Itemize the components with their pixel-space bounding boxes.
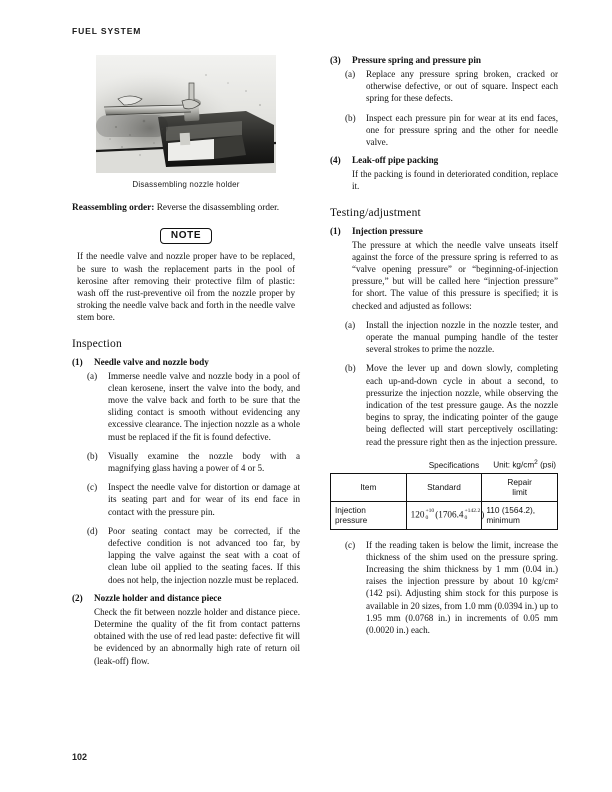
item-letter: (b) — [345, 363, 356, 374]
list-item — [330, 68, 558, 105]
item-letter: (b) — [87, 450, 98, 461]
repair-line2: minimum — [486, 515, 520, 526]
note-badge-holder — [72, 225, 300, 244]
item-letter: (b) — [345, 112, 356, 123]
spec-caption-label: Specifications — [428, 460, 480, 470]
repair-header-line1: Repair — [507, 476, 532, 487]
spec-unit-label — [493, 459, 556, 470]
std-tolerance-1-upper: +10 — [425, 508, 435, 515]
section-heading-3 — [330, 55, 558, 65]
injection-pressure-paragraph: The pressure at which the needle valve unseats itself against the force of the pressure spring is referred to as “valve opening pressure” or “beginning-of-injection pressure,” but will be called here “injection pressure” for short. The value of this pressure is specified; it is checked and adjusted as follows: — [352, 239, 558, 311]
section-paragraph: If the packing is found in deteriorated condition, replace it. — [352, 169, 558, 192]
section-number: (1) — [72, 356, 83, 367]
list-item — [72, 370, 300, 443]
item-letter: (a) — [345, 319, 356, 330]
std-paren-open: (1706.4 — [435, 509, 464, 520]
reassembling-order-line — [72, 202, 300, 214]
cell-item-line1: Injection — [335, 504, 366, 515]
item-letter: (d) — [87, 525, 98, 536]
column-header-repair-limit — [482, 473, 558, 501]
table-row — [331, 501, 558, 529]
section-number: (3) — [330, 55, 341, 65]
item-text: Inspect each pressure pin for wear at its end faces, one for pressure spring and the other for needle valve. — [366, 112, 558, 148]
photo-disassembling-nozzle-holder — [96, 55, 276, 173]
spec-unit-superscript: 2 — [534, 458, 538, 466]
list-item — [330, 362, 558, 447]
cell-repair-limit — [482, 501, 558, 529]
note-body: If the needle valve and nozzle proper have to be replaced, be sure to wash the replacement parts in the pool of kerosine after removing their protective film of plastic: wash off the rust-preventive oil from the nozzle proper by stroking the needle valve back and forth in the needle valve stem bore. — [77, 251, 295, 323]
running-head: FUEL SYSTEM — [72, 26, 142, 36]
std-tolerance-2-upper: +142.2 — [464, 508, 481, 515]
section-title: Needle valve and nozzle body — [94, 356, 209, 367]
page-number: 102 — [72, 752, 88, 762]
std-tolerance-2-lower: 0 — [464, 514, 468, 521]
section-number: (1) — [330, 225, 341, 236]
item-text: Install the injection nozzle in the nozzle tester, and operate the manual pumping handle of the tester several strokes to prime the nozzle. — [366, 319, 558, 355]
item-letter: (c) — [87, 482, 98, 493]
table-header-row — [331, 473, 558, 501]
item-letter: (c) — [345, 539, 356, 550]
section-title: Nozzle holder and distance piece — [94, 592, 222, 603]
item-letter: (a) — [87, 370, 98, 381]
cell-item-line2: pressure — [335, 515, 368, 526]
testing-adjustment-heading: Testing/adjustment — [330, 206, 421, 219]
list-item — [72, 450, 300, 474]
std-tolerance-1 — [425, 508, 434, 520]
list-item — [330, 539, 558, 637]
repair-header-line2: limit — [512, 487, 528, 498]
std-base-1: 120 — [410, 509, 425, 520]
section-title: Injection pressure — [352, 225, 423, 236]
column-header-standard: Standard — [406, 473, 482, 501]
list-item — [72, 481, 300, 518]
item-text: Inspect the needle valve for distortion or damage at its seating part and for wear of its end face in contact with the pressure pin. — [108, 482, 300, 517]
section-title: Pressure spring and pressure pin — [352, 55, 481, 65]
figure-disassembling-nozzle-holder — [72, 55, 300, 189]
right-column — [330, 55, 558, 643]
std-paren-close: ) — [481, 509, 485, 520]
section-heading-1 — [72, 357, 300, 367]
section-heading-injection-pressure — [330, 226, 558, 236]
item-text: Poor seating contact may be corrected, if the defective condition is not advanced too far, by lapping the valve against the seat with a coat of clean lube oil applied to the seating faces. If this does not help, the injection nozzle must be replaced. — [108, 525, 300, 585]
std-tolerance-1-lower: 0 — [425, 514, 429, 521]
section-heading-2 — [72, 593, 300, 603]
item-text: If the reading taken is below the limit, increase the thickness of the shim used on the pressure spring. Increasing the shim thickness by 1 mm (0.04 in.) raises the injection pressure by about 10 kg/cm² (142 psi). Adjusting shim stock for this purpose is available in 20 sizes, from 1.0 mm (0.0394 in.) up to 1.95 mm (0.0768 in.) in increments of 0.05 mm (0.0020 in.) each. — [366, 539, 558, 636]
section-number: (4) — [330, 155, 341, 166]
cell-item — [331, 501, 407, 529]
reassembling-order-text: Reverse the disassembling order. — [154, 203, 280, 213]
spec-table-caption-row — [330, 459, 558, 470]
note-badge: NOTE — [160, 228, 212, 244]
figure-caption: Disassembling nozzle holder — [132, 180, 240, 189]
item-text: Replace any pressure spring broken, cracked or otherwise defective, or out of square. Inspect each spring for these defects. — [366, 69, 558, 104]
item-text: Move the lever up and down slowly, completing each up-and-down cycle in about a second, to pressurize the injection nozzle, while observing the indication of the test pressure gauge. As the nozzle begins to spray, the indicating pointer of the gauge being deflected will start perceptively oscillating: read the pressure right then as the injection pressure. — [366, 363, 558, 447]
section-number: (2) — [72, 592, 83, 603]
repair-line1: 110 (1564.2), — [486, 504, 536, 515]
list-item — [72, 525, 300, 586]
specifications-table — [330, 473, 558, 530]
section-paragraph: Check the fit between nozzle holder and distance piece. Determine the quality of the fit from contact patterns obtained with the use of red lead paste: defective fit will be evidenced by an abnormally high rate of return oil (leak-off) flow. — [94, 606, 300, 666]
item-text: Immerse needle valve and nozzle body in a pool of clean kerosene, insert the valve into the body, and move the valve back and forth to be sure that the sliding contact is smooth without evidencing any excessive clearance. The injection nozzle as a whole must be replaced if the fit is found defective. — [108, 370, 300, 442]
item-text: Visually examine the nozzle body with a magnifying glass having a power of 4 or 5. — [108, 450, 300, 474]
section-heading-4 — [330, 155, 558, 165]
inspection-heading: Inspection — [72, 337, 122, 350]
cell-standard — [406, 501, 485, 529]
spec-unit-text: Unit: kg/cm — [493, 460, 535, 470]
item-letter: (a) — [345, 69, 356, 79]
std-tolerance-2 — [465, 508, 481, 520]
reassembling-order-label: Reassembling order: — [72, 203, 155, 213]
left-column — [72, 55, 300, 674]
list-item — [330, 319, 558, 356]
column-header-item: Item — [331, 473, 407, 501]
section-title: Leak-off pipe packing — [352, 155, 439, 166]
list-item — [330, 112, 558, 149]
spec-unit-tail: (psi) — [537, 460, 556, 470]
